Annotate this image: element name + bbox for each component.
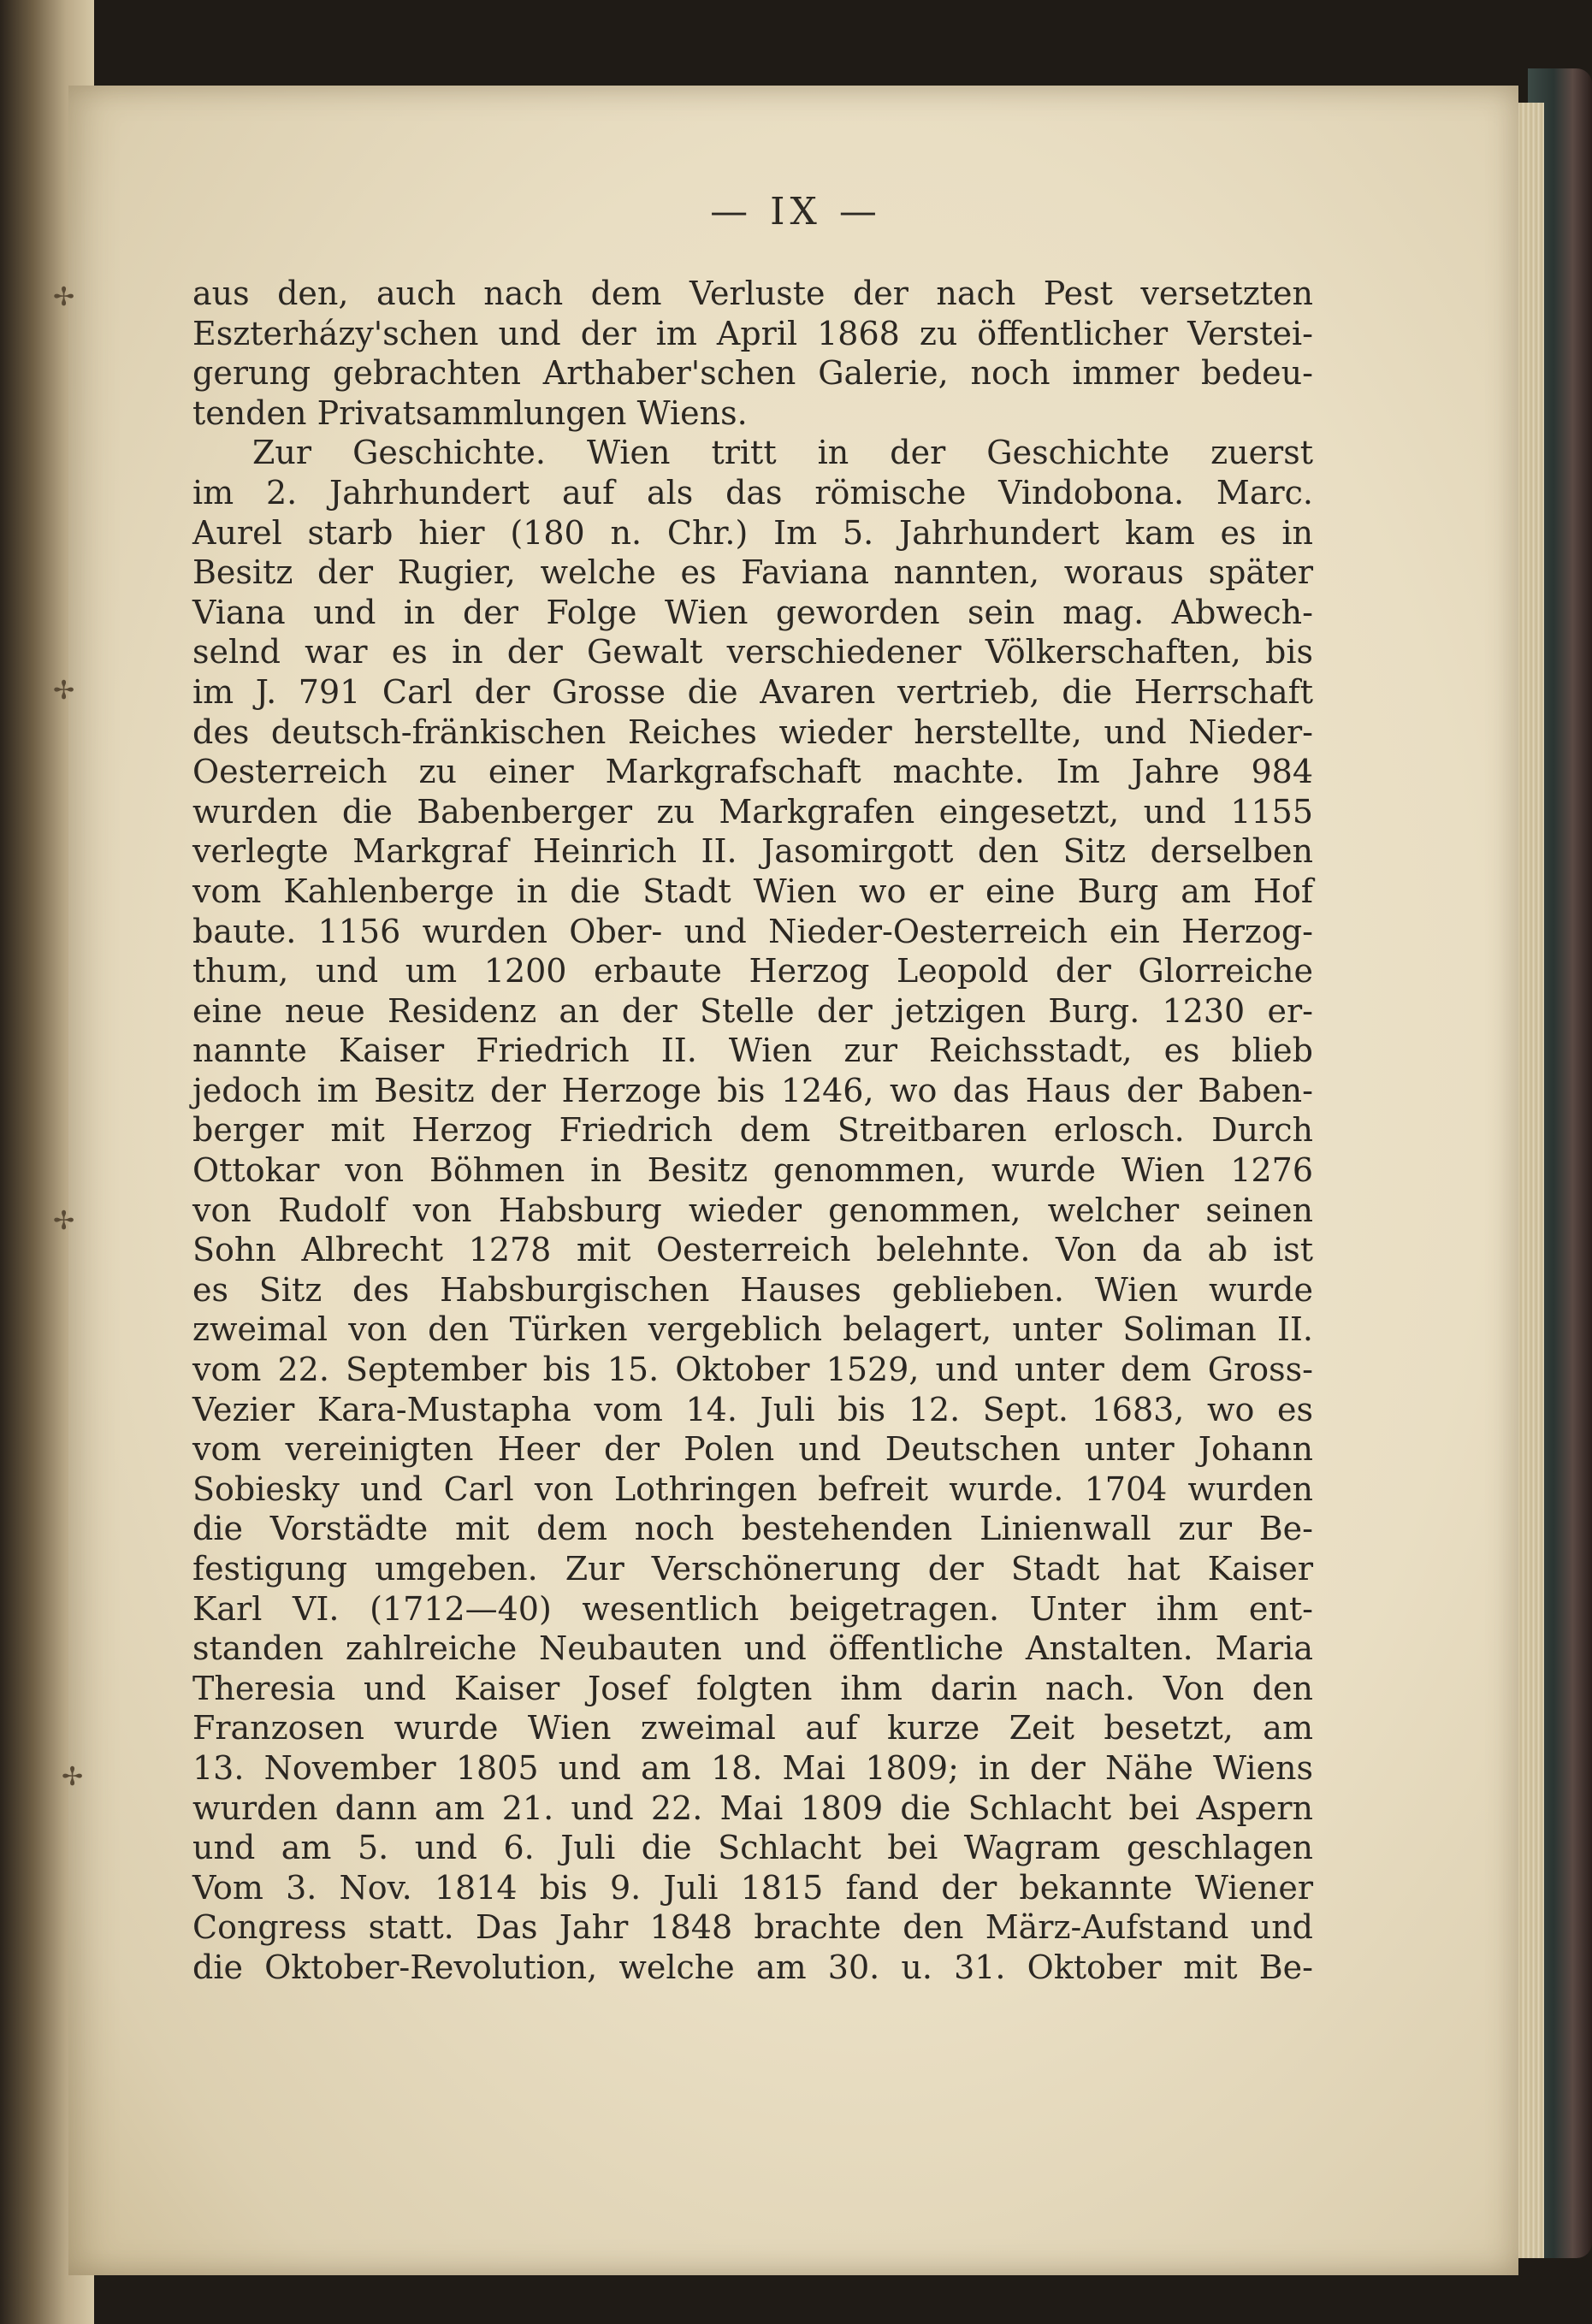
- text-line: Oesterreich zu einer Markgrafschaft machte. Im Jahre 984: [192, 753, 1313, 791]
- text-line: des deutsch-fränkischen Reiches wieder herstellte, und Nieder-: [192, 713, 1313, 751]
- text-line: Theresia und Kaiser Josef folgten ihm darin nach. Von den: [192, 1669, 1313, 1707]
- text-line: Ottokar von Böhmen in Besitz genommen, wurde Wien 1276: [192, 1151, 1313, 1190]
- text-line: die Oktober-Revolution, welche am 30. u. 31. Oktober mit Be-: [192, 1948, 1313, 1986]
- text-line: baute. 1156 wurden Ober- und Nieder-Oesterreich ein Herzog-: [192, 912, 1313, 950]
- margin-mark: ✢: [53, 676, 75, 706]
- text-line: Franzosen wurde Wien zweimal auf kurze Zeit besetzt, am: [192, 1709, 1313, 1747]
- text-line: Karl VI. (1712—40) wesentlich beigetragen. Unter ihm ent-: [192, 1589, 1313, 1628]
- text-line: und am 5. und 6. Juli die Schlacht bei Wagram geschlagen: [192, 1829, 1313, 1867]
- text-line: im 2. Jahrhundert auf als das römische Vindobona. Marc.: [192, 473, 1313, 512]
- section-heading-line: Zur Geschichte. Wien tritt in der Geschichte zuerst: [252, 434, 1313, 472]
- text-line: tenden Privatsammlungen Wiens.: [192, 393, 748, 432]
- page-number: — IX —: [710, 190, 882, 234]
- text-line: eine neue Residenz an der Stelle der jetzigen Burg. 1230 er-: [192, 991, 1313, 1030]
- text-line: im J. 791 Carl der Grosse die Avaren vertrieb, die Herrschaft: [192, 672, 1313, 711]
- margin-mark: ✢: [53, 282, 75, 312]
- text-line: Sohn Albrecht 1278 mit Oesterreich belehnte. Von da ab ist: [192, 1231, 1313, 1269]
- text-line: nannte Kaiser Friedrich II. Wien zur Reichsstadt, es blieb: [192, 1032, 1313, 1070]
- text-line: von Rudolf von Habsburg wieder genommen, welcher seinen: [192, 1191, 1313, 1229]
- text-line: Eszterházy'schen und der im April 1868 zu öffentlicher Verstei-: [192, 314, 1313, 352]
- body-text: [192, 274, 1313, 1988]
- text-line: Vezier Kara-Mustapha vom 14. Juli bis 12. Sept. 1683, wo es: [192, 1390, 1313, 1428]
- text-line: Aurel starb hier (180 n. Chr.) Im 5. Jahrhundert kam es in: [192, 513, 1313, 552]
- margin-mark: ✢: [53, 1206, 75, 1236]
- text-line: selnd war es in der Gewalt verschiedener Völkerschaften, bis: [192, 633, 1313, 671]
- text-line: berger mit Herzog Friedrich dem Streitbaren erlosch. Durch: [192, 1111, 1313, 1150]
- text-line: standen zahlreiche Neubauten und öffentliche Anstalten. Maria: [192, 1629, 1313, 1668]
- text-line: festigung umgeben. Zur Verschönerung der Stadt hat Kaiser: [192, 1550, 1313, 1588]
- text-line: wurden die Babenberger zu Markgrafen eingesetzt, und 1155: [192, 792, 1313, 831]
- text-line: jedoch im Besitz der Herzoge bis 1246, wo das Haus der Baben-: [192, 1071, 1313, 1109]
- page-edges: [1518, 103, 1544, 2258]
- text-line: verlegte Markgraf Heinrich II. Jasomirgott den Sitz derselben: [192, 832, 1313, 871]
- text-line: vom 22. September bis 15. Oktober 1529, und unter dem Gross-: [192, 1351, 1313, 1389]
- text-line: Congress statt. Das Jahr 1848 brachte den März-Aufstand und: [192, 1908, 1313, 1947]
- text-line: zweimal von den Türken vergeblich belagert, unter Soliman II.: [192, 1310, 1313, 1349]
- text-line: thum, und um 1200 erbaute Herzog Leopold der Glorreiche: [192, 952, 1313, 991]
- text-line: Vom 3. Nov. 1814 bis 9. Juli 1815 fand der bekannte Wiener: [192, 1868, 1313, 1907]
- text-line: wurden dann am 21. und 22. Mai 1809 die Schlacht bei Aspern: [192, 1789, 1313, 1827]
- text-line: es Sitz des Habsburgischen Hauses geblieben. Wien wurde: [192, 1270, 1313, 1309]
- text-line: Besitz der Rugier, welche es Faviana nannten, woraus später: [192, 553, 1313, 592]
- text-line: 13. November 1805 und am 18. Mai 1809; in der Nähe Wiens: [192, 1748, 1313, 1787]
- text-line: gerung gebrachten Arthaber'schen Galerie, noch immer bedeu-: [192, 354, 1313, 393]
- text-line: vom Kahlenberge in die Stadt Wien wo er eine Burg am Hof: [192, 872, 1313, 910]
- text-line: vom vereinigten Heer der Polen und Deutschen unter Johann: [192, 1430, 1313, 1469]
- text-line: aus den, auch nach dem Verluste der nach Pest versetzten: [192, 275, 1313, 312]
- text-line: Sobiesky und Carl von Lothringen befreit wurde. 1704 wurden: [192, 1470, 1313, 1508]
- text-line: Viana und in der Folge Wien geworden sein mag. Abwech-: [192, 593, 1313, 631]
- text-line: die Vorstädte mit dem noch bestehenden Linienwall zur Be-: [192, 1510, 1313, 1548]
- margin-mark: ✢: [62, 1762, 84, 1792]
